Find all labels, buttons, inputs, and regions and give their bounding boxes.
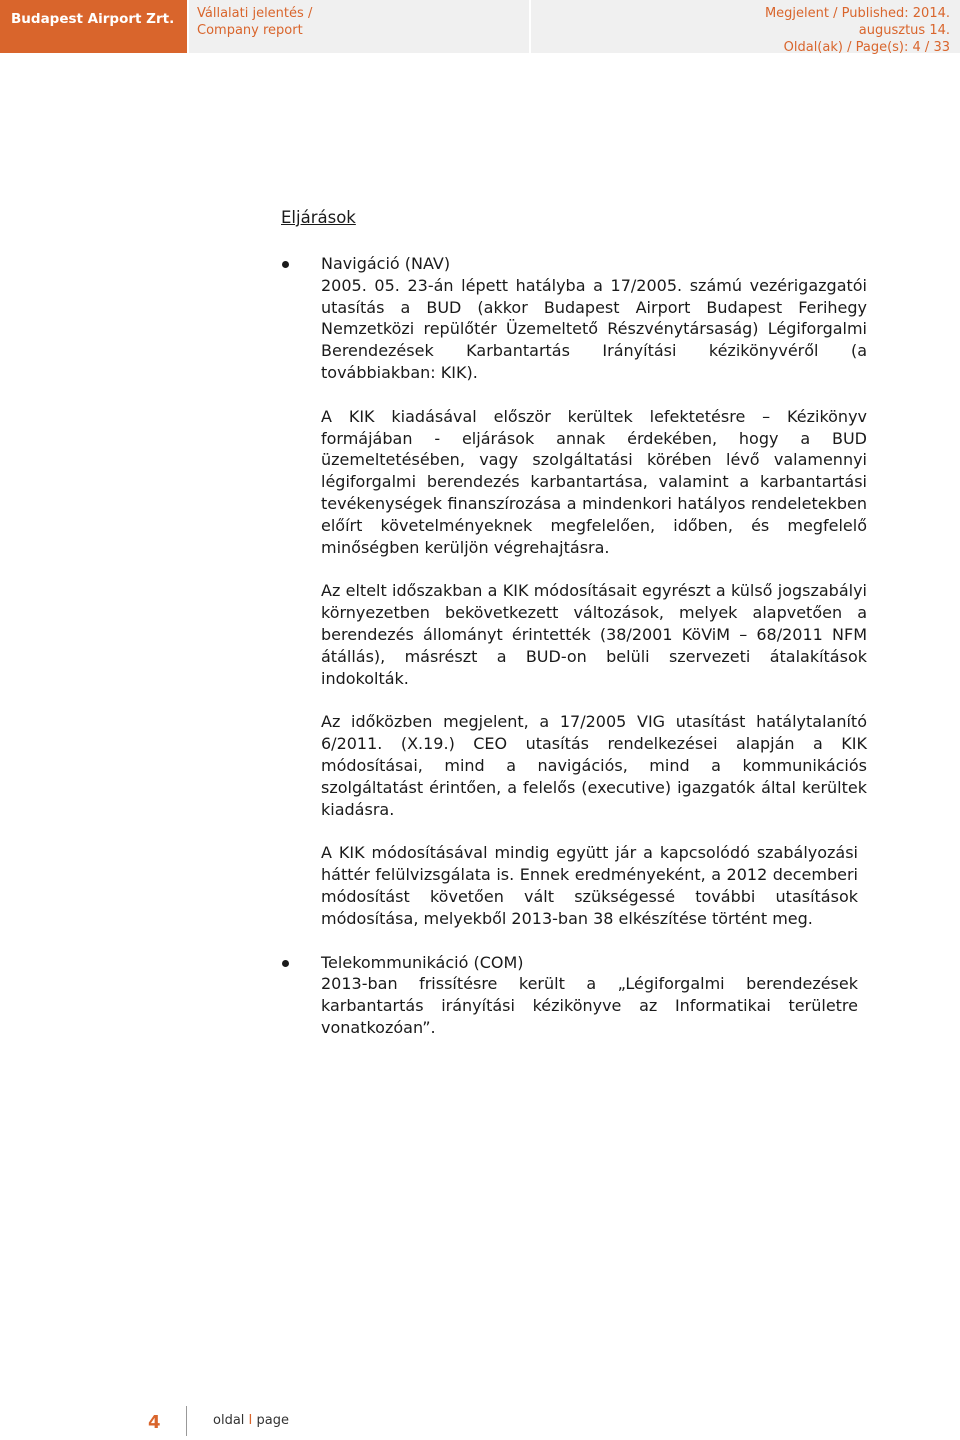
company-name: [0, 0, 187, 53]
page-label-en: Page(s):: [855, 40, 909, 55]
paragraph: A KIK módosításával mindig együtt jár a kapcsolódó szabályozási háttér felülvizsgálata is. Ennek eredményeként, a 2012 decemberi módosítást követően vált szükségessé további utasítások módosítása, melyekből 2013-ban 38 elkészítése történt meg.: [321, 843, 858, 928]
footer-label-separator: I: [248, 1413, 253, 1428]
report-type: [189, 0, 529, 53]
list-item-title: Telekommunikáció (COM): [321, 952, 524, 972]
report-type-hu: Vállalati jelentés: [197, 6, 304, 21]
published-label-hu: Megjelent: [764, 6, 829, 21]
footer-label-hu: oldal: [213, 1413, 245, 1428]
bullet-icon: [282, 261, 289, 268]
footer-label-en: page: [256, 1413, 289, 1428]
company-name-text: Budapest Airport Zrt.: [11, 11, 175, 27]
bullet-icon: [282, 960, 289, 967]
published-label-en: Published:: [841, 6, 909, 21]
paragraph: 2013-ban frissítésre került a „Légiforgalmi berendezések karbantartás irányítási kézikönyve az Informatikai területre vonatkozóan”.: [321, 974, 858, 1037]
published-date-year: 2014.: [912, 6, 950, 21]
footer-page-number: 4: [148, 1412, 161, 1433]
published-separator: /: [833, 6, 838, 21]
page-label-hu: Oldal(ak): [783, 40, 843, 55]
list-item-telecommunication: [281, 952, 867, 1039]
section-title: Eljárások: [281, 208, 356, 227]
report-type-separator: /: [307, 6, 313, 21]
report-type-en: Company report: [197, 23, 303, 38]
paragraph: Az időközben megjelent, a 17/2005 VIG utasítást hatálytalanító 6/2011. (X.19.) CEO utasítás rendelkezései alapján a KIK módosításai, mind a navigációs, mind a kommunikációs szolgáltatást érintően, a felelős (executive) igazgatók által kerültek kiadásra.: [321, 712, 867, 819]
paragraph: Az eltelt időszakban a KIK módosításait egyrészt a külső jogszabályi környezetben bekövetkezett változások, melyek alapvetően a berendezés állományt érintették (38/2001 KöViM – 68/2011 NFM átállás), másrészt a BUD-on belüli szervezeti átalakítások indokolták.: [321, 581, 867, 688]
list-item-navigation: [281, 253, 867, 930]
page-header: [0, 0, 960, 53]
section-content: [281, 253, 867, 1039]
footer-page-label: [213, 1413, 289, 1428]
footer-divider: [186, 1406, 187, 1436]
page-count: 4 / 33: [912, 40, 950, 55]
paragraph: 2005. 05. 23-án lépett hatályba a 17/2005. számú vezérigazgatói utasítás a BUD (akkor Budapest Airport Budapest Ferihegy Nemzetközi repülőtér Üzemeltető Részvénytársaság) Légiforgalmi Berendezések Karbantartás Irányítási kézikönyvéről (a továbbiakban: KIK).: [321, 275, 867, 382]
page-label-separator: /: [847, 40, 852, 55]
list-item-title: Navigáció (NAV): [321, 254, 451, 273]
publication-info: [531, 0, 960, 53]
paragraph: A KIK kiadásával először kerültek lefektetésre – Kézikönyv formájában - eljárások annak érdekében, hogy a BUD üzemeltetésében, vagy szolgáltatási körében lévő valamennyi légiforgalmi berendezés karbantartása, valamint a karbantartási tevékenységek finanszírozása a mindenkori hatályos rendeletekben előírt követelményeknek megfelelően, időben, és megfelelő minőségben kerüljön végrehajtásra.: [321, 406, 867, 557]
published-date-day: augusztus 14.: [858, 23, 950, 38]
